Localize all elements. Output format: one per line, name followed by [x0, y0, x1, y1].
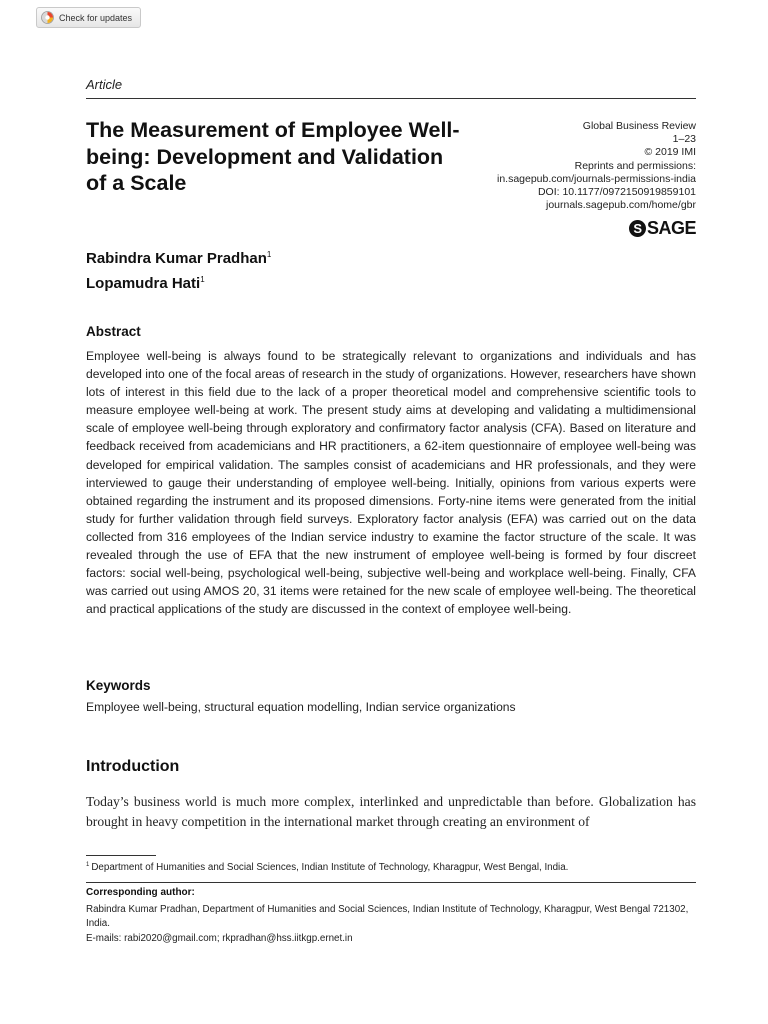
doi-link[interactable]: DOI: 10.1177/0972150919859101 — [537, 186, 696, 199]
check-for-updates-button[interactable] — [36, 7, 141, 28]
corresponding-author-heading: Corresponding author: — [86, 887, 195, 898]
abstract-text: Employee well-being is always found to be strategically relevant to organizations and individuals and has developed into one of the focal areas of research in the study of organizations. However, researchers have shown lots of interest in this field due to the lack of a proper theoretical model and comprehensive scientific tools to measure employee well-being at work. The present study aims at developing and validating a multidimensional scale of employee well-being through exploratory and confirmatory factor analysis (CFA). Based on literature and feedback received from academicians and HR practitioners, a 62-item questionnaire of employee well-being was developed for empirical validation. The samples consist of academicians and HR professionals, and they were interviewed to gauge their understanding of employee well-being. Initially, opinions from various experts were obtained regarding the instrument and its proposed dimensions. Forty-nine items were generated from the initial study for further validation through field surveys. Exploratory factor analysis (EFA) was carried out on the data collected from 316 employees of the Indian service industry to examine the factor structure of the scale. It was revealed through the use of EFA that the new instrument of employee well-being is formed by four discreet factors: social well-being, psychological well-being, subjective well-being and workplace well-being. Finally, CFA was carried out using AMOS 20, 31 items were retained for the new scale of employee well-being. The theoretical and practical applications of the study are discussed in the context of employee well-being. — [86, 349, 696, 617]
footnote-mark: 1 — [86, 862, 90, 868]
footnote-text: Department of Humanities and Social Sciences, Indian Institute of Technology, Kharagpur, West Bengal, India. — [91, 862, 569, 873]
introduction-text: Today’s business world is much more complex, interlinked and unpredictable than before. Globalization has brought in heavy competition in the international market through creating an environment of — [86, 794, 696, 829]
affiliation-footnote — [86, 862, 568, 873]
author-name: Lopamudra Hati — [86, 275, 201, 292]
journal-copyright: © 2019 IMI — [644, 146, 696, 159]
introduction-heading: Introduction — [86, 758, 180, 775]
paper-title: The Measurement of Employee Well-being: Development and Validation of a Scale — [86, 118, 460, 195]
journal-info — [497, 120, 696, 212]
affiliation-mark: 1 — [200, 275, 205, 284]
abstract-heading: Abstract — [86, 324, 141, 339]
corresponding-author-address: Rabindra Kumar Pradhan, Department of Humanities and Social Sciences, Indian Institute of Technology, Kharagpur, West Bengal 721302, India. — [86, 904, 689, 930]
keywords-heading: Keywords — [86, 678, 151, 693]
check-updates-icon — [41, 11, 54, 24]
footnote-divider — [86, 855, 156, 856]
header-divider — [86, 98, 696, 99]
sage-logo-text: SAGE — [646, 218, 696, 238]
author-1 — [86, 250, 271, 267]
sage-s-icon: S — [629, 220, 646, 237]
journal-name: Global Business Review — [582, 120, 696, 132]
affiliation-mark: 1 — [266, 250, 272, 259]
reprints-link[interactable]: in.sagepub.com/journals-permissions-india — [496, 172, 696, 185]
check-for-updates-label: Check for updates — [59, 12, 133, 23]
article-type-label: Article — [86, 77, 123, 92]
sage-logo — [629, 218, 696, 239]
journal-pages: 1–23 — [672, 133, 696, 146]
journal-homepage-link[interactable]: journals.sagepub.com/home/gbr — [545, 199, 696, 212]
corresponding-author-emails[interactable]: E-mails: rabi2020@gmail.com; rkpradhan@hss.iitkgp.ernet.in — [86, 933, 353, 944]
author-name: Rabindra Kumar Pradhan — [86, 250, 267, 267]
corresponding-divider — [86, 882, 696, 883]
keywords-text: Employee well-being, structural equation modelling, Indian service organizations — [86, 700, 516, 714]
author-2 — [86, 275, 205, 292]
reprints-label: Reprints and permissions: — [574, 159, 696, 172]
